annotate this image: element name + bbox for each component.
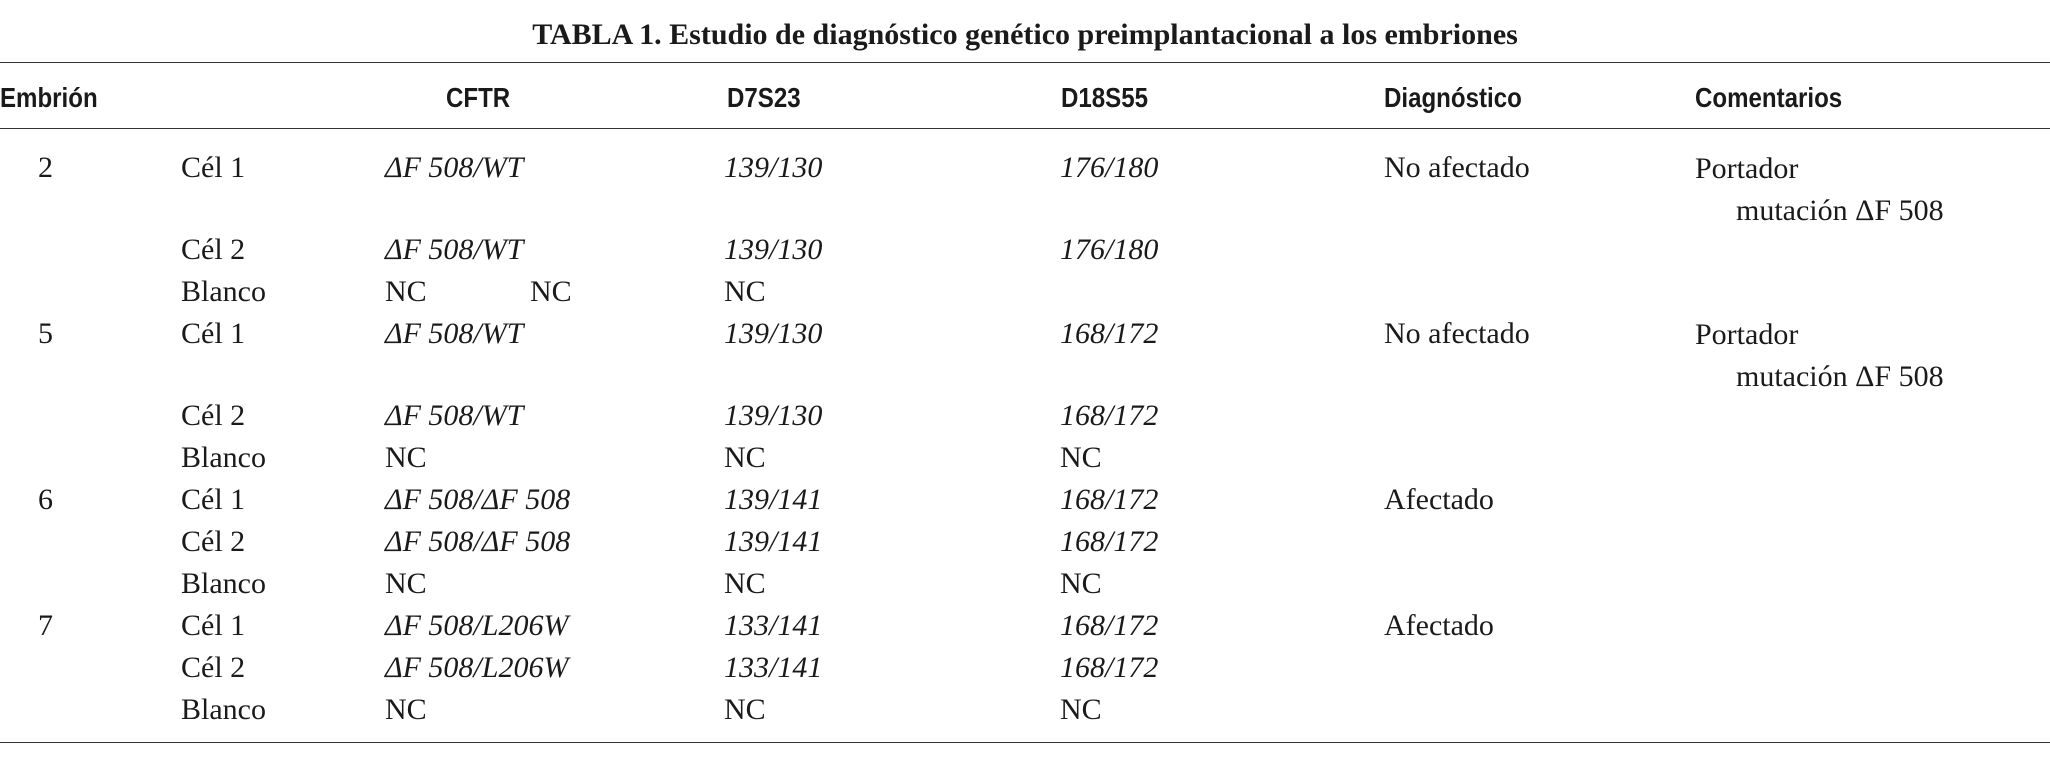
cftr-cell: NC (385, 567, 427, 600)
comentario-cell (1695, 148, 1944, 232)
cftr-cell: NC (385, 441, 427, 474)
cftr-cell: ΔF 508/WT (385, 151, 524, 184)
cell-label: Cél 1 (181, 483, 246, 516)
header-embrion: Embrión (0, 82, 98, 113)
cell-label: Cél 2 (181, 399, 246, 432)
cftr-cell: ΔF 508/ΔF 508 (385, 525, 571, 558)
d7s23-cell: 139/141 (724, 483, 823, 516)
embrion-cell: 2 (38, 151, 53, 184)
d7s23-cell: 133/141 (724, 651, 823, 684)
d18s55-cell: 168/172 (1060, 399, 1159, 432)
diagnostico-cell: Afectado (1384, 609, 1494, 642)
d18s55-cell: 168/172 (1060, 525, 1159, 558)
header-d7s23: D7S23 (727, 82, 801, 113)
header-d18s55: D18S55 (1061, 82, 1149, 113)
comentario-line2: mutación ΔF 508 (1736, 360, 1944, 393)
bottom-rule (0, 742, 2050, 743)
cftr-cell: ΔF 508/L206W (385, 609, 569, 642)
d18s55-cell: NC (1060, 693, 1102, 726)
d7s23-cell: NC (724, 693, 766, 726)
cftr-cell: ΔF 508/WT (385, 317, 524, 350)
comentario-cell (1695, 314, 1944, 398)
comentario-line2: mutación ΔF 508 (1736, 194, 1944, 227)
d7s23-cell: 139/141 (724, 525, 823, 558)
cell-label: Cél 1 (181, 609, 246, 642)
header-diagnostico: Diagnóstico (1384, 82, 1522, 113)
cell-label: Cél 1 (181, 151, 246, 184)
cell-label: Cél 2 (181, 651, 246, 684)
top-rule (0, 62, 2050, 63)
diagnostico-cell: No afectado (1384, 317, 1530, 350)
cftr-cell: ΔF 508/ΔF 508 (385, 483, 571, 516)
cftr-cell: ΔF 508/L206W (385, 651, 569, 684)
d18s55-cell: 168/172 (1060, 317, 1159, 350)
diagnostico-cell: Afectado (1384, 483, 1494, 516)
cell-label: Cél 2 (181, 525, 246, 558)
cell-label: Blanco (181, 441, 266, 474)
d7s23-cell: 139/130 (724, 317, 823, 350)
d7s23-cell: 139/130 (724, 399, 823, 432)
cell-label: Cél 1 (181, 317, 246, 350)
cftr-cell: ΔF 508/WT (385, 399, 524, 432)
embrion-cell: 7 (38, 609, 53, 642)
d7s23-cell: 139/130 (724, 151, 823, 184)
table-title: TABLA 1. Estudio de diagnóstico genético preimplantacional a los embriones (532, 18, 1518, 51)
header-rule (0, 128, 2050, 129)
d18s55-cell: 168/172 (1060, 609, 1159, 642)
d18s55-cell: 168/172 (1060, 483, 1159, 516)
comentario-line1: Portador (1695, 152, 1799, 185)
d18s55-cell: 176/180 (1060, 233, 1159, 266)
d18s55-cell: NC (1060, 441, 1102, 474)
d18s55-cell: 176/180 (1060, 151, 1159, 184)
embrion-cell: 6 (38, 483, 53, 516)
cftr-extra-cell: NC (530, 275, 572, 308)
cell-label: Cél 2 (181, 233, 246, 266)
d18s55-cell: 168/172 (1060, 651, 1159, 684)
embrion-cell: 5 (38, 317, 53, 350)
d7s23-cell: NC (724, 441, 766, 474)
header-cftr: CFTR (446, 82, 511, 113)
d7s23-cell: NC (724, 567, 766, 600)
comentario-line1: Portador (1695, 318, 1799, 351)
cftr-cell: NC (385, 693, 427, 726)
cftr-cell: ΔF 508/WT (385, 233, 524, 266)
cell-label: Blanco (181, 693, 266, 726)
d7s23-cell: 133/141 (724, 609, 823, 642)
cell-label: Blanco (181, 275, 266, 308)
d7s23-cell: NC (724, 275, 766, 308)
d18s55-cell: NC (1060, 567, 1102, 600)
header-comentarios: Comentarios (1695, 82, 1843, 113)
diagnostico-cell: No afectado (1384, 151, 1530, 184)
d7s23-cell: 139/130 (724, 233, 823, 266)
cell-label: Blanco (181, 567, 266, 600)
cftr-cell: NC (385, 275, 427, 308)
